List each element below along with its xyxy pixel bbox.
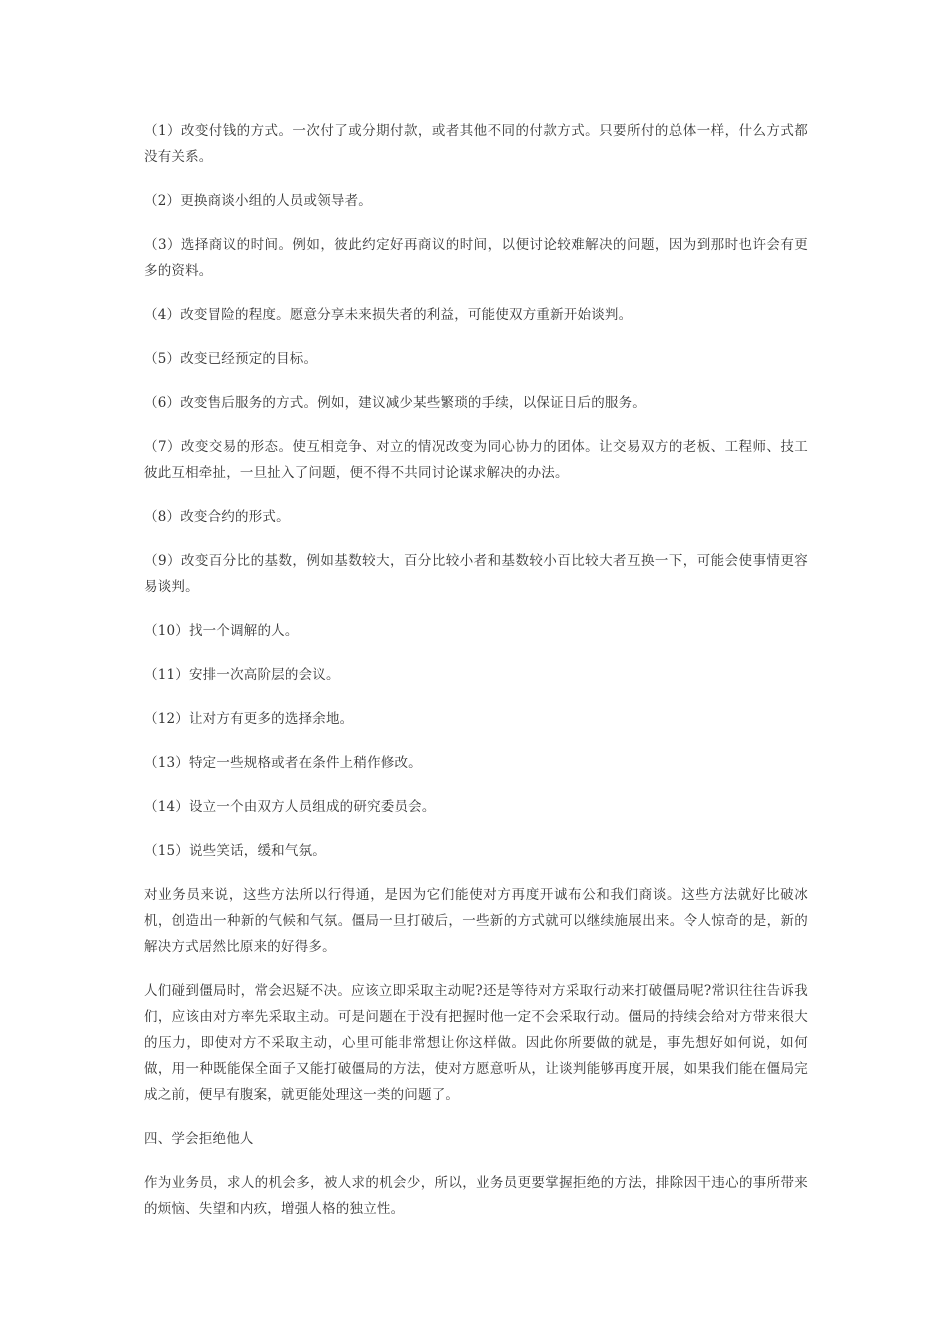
list-item-15: （15）说些笑话，缓和气氛。	[144, 843, 326, 859]
document-page	[144, 118, 808, 1240]
section-heading: 四、学会拒绝他人	[144, 1131, 254, 1147]
list-item-12: （12）让对方有更多的选择余地。	[144, 711, 354, 727]
list-item-2: （2）更换商谈小组的人员或领导者。	[144, 193, 372, 209]
body-paragraph-deadlock: 人们碰到僵局时，常会迟疑不决。应该立即采取主动呢?还是等待对方采取行动来打破僵局呢?常识往往告诉我们，应该由对方率先采取主动。可是问题在于没有把握时他一定不会采取行动。僵局的持续会给对方带来很大的压力，即使对方不采取主动，心里可能非常想让你这样做。因此你所要做的就是，事先想好如何说，如何做，用一种既能保全面子又能打破僵局的方法，使对方愿意听从，让谈判能够再度开展，如果我们能在僵局完成之前，便早有腹案，就更能处理这一类的问题了。	[144, 983, 808, 1103]
list-item-10: （10）找一个调解的人。	[144, 623, 299, 639]
list-item-11: （11）安排一次高阶层的会议。	[144, 667, 340, 683]
list-item-5: （5）改变已经预定的目标。	[144, 351, 318, 367]
list-item-13: （13）特定一些规格或者在条件上稍作修改。	[144, 755, 422, 771]
list-item-8: （8）改变合约的形式。	[144, 509, 290, 525]
list-item-6: （6）改变售后服务的方式。例如，建议减少某些繁琐的手续，以保证日后的服务。	[144, 395, 646, 411]
list-item-4: （4）改变冒险的程度。愿意分享未来损失者的利益，可能使双方重新开始谈判。	[144, 307, 633, 323]
list-item-7: （7）改变交易的形态。使互相竞争、对立的情况改变为同心协力的团体。让交易双方的老板、工程师、技工彼此互相牵扯，一旦扯入了问题，便不得不共同讨论谋求解决的办法。	[144, 439, 808, 481]
list-item-3: （3）选择商议的时间。例如，彼此约定好再商议的时间，以便讨论较难解决的问题，因为到那时也许会有更多的资料。	[144, 237, 808, 279]
body-paragraph-icebreaker: 对业务员来说，这些方法所以行得通，是因为它们能使对方再度开诚布公和我们商谈。这些方法就好比破冰机，创造出一种新的气候和气氛。僵局一旦打破后，一些新的方式就可以继续施展出来。令人惊奇的是，新的解决方式居然比原来的好得多。	[144, 887, 808, 955]
list-item-14: （14）设立一个由双方人员组成的研究委员会。	[144, 799, 436, 815]
list-item-1: （1）改变付钱的方式。一次付了或分期付款，或者其他不同的付款方式。只要所付的总体一样，什么方式都没有关系。	[144, 123, 808, 165]
list-item-9: （9）改变百分比的基数，例如基数较大，百分比较小者和基数较小百比较大者互换一下，可能会使事情更容易谈判。	[144, 553, 808, 595]
body-paragraph-refusal: 作为业务员，求人的机会多，被人求的机会少，所以，业务员更要掌握拒绝的方法，排除因干违心的事所带来的烦恼、失望和内疚，增强人格的独立性。	[144, 1175, 808, 1217]
